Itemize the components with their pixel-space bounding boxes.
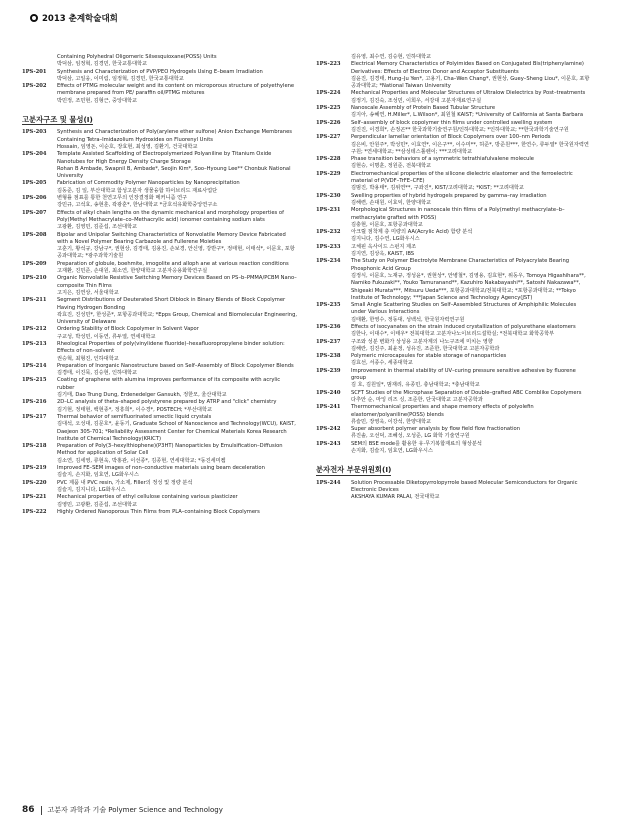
abstract-entry	[22, 210, 298, 232]
abstract-entry	[22, 363, 298, 378]
entry-code: 1PS-210	[22, 275, 47, 282]
entry-code: 1PS-236	[316, 323, 341, 330]
entry-authors: 김영민, 고광환, 김준섭, 조선대학교	[57, 501, 138, 508]
entry-title: Highly Ordered Nanoporous Thin Films from PLA–containing Block Copolymers	[57, 508, 260, 515]
section-heading: 고분자구조 및 물성(I)	[22, 115, 93, 125]
entry-authors: 구교성, 박성민, 이동연, 류두열, 연세대학교	[57, 333, 156, 340]
abstract-entry	[316, 207, 592, 229]
entry-title: Phase transition behaviors of a symmetric tetrathiafulvalene molecule	[351, 156, 534, 163]
abstract-entry	[316, 193, 592, 208]
entry-code: 1PS-237	[316, 338, 341, 345]
entry-code: 1PS-206	[22, 195, 47, 202]
page-header	[30, 12, 118, 24]
entry-authors: 김기현, 정태현, 백현종*, 정흥희*, 이수경*, POSTECH; *부산대학교	[57, 406, 212, 413]
entry-authors: 고지은, 김연상, 서울대학교	[57, 289, 119, 296]
entry-code: 1PS-226	[316, 119, 341, 126]
section-gap	[22, 105, 298, 112]
entry-title: Template Assisted Scaffolding of Electropolymerized Polyaniline by Titanium Oxide Nanotubes for High Energy Density Charge Storage	[57, 151, 272, 165]
entry-title: Rheological Properties of poly(vinylidene fluoride)–hexafluoropropylene binder solution: Effects of non–solvent	[57, 340, 285, 355]
entry-authors: 김 호, 김원일*, 범재리, 유종민, 충남대학교; *충남대학교	[351, 382, 480, 389]
entry-code: 1PS-234	[316, 258, 341, 265]
entry-code: 1PS-243	[316, 440, 341, 447]
abstract-entry	[316, 404, 592, 426]
conference-title: 2013 춘계학술대회	[42, 14, 118, 24]
entry-code: 1PS-214	[22, 362, 47, 369]
entry-authors: 김지아, 송혜연, H.Miller*, L.Wilson*, 최원철 KAIST; *University of California at Santa Barbara	[351, 112, 584, 119]
entry-authors: Rohan B Ambade, Swapnil B, Ambade*, Seojin Kim*, Soo–Hyoung Lee** Chonbuk National University	[57, 165, 291, 180]
entry-authors: 김유영, 최수연, 김승현, 인하대학교	[351, 54, 432, 60]
entry-authors: 김은비, 안원주*, 박성민*, 이효연*, 이은구**, 이수미**, 허준*, 방준원***, 한연수, 류두열* 한국원자력연구원; *연세대학교; **삼성테스톨렌이; ***고려대학교	[351, 141, 589, 155]
entry-title: Synthesis and Characterization of Poly(arylene ether sulfone) Anion Exchange Membranes Containing Tetra–Imidazolium Hydroxides on Fluorenyl Units	[57, 129, 293, 143]
abstract-entry	[22, 151, 298, 180]
entry-code: 1PS-216	[22, 399, 47, 406]
abstract-entry	[316, 171, 592, 193]
abstract-entry	[22, 509, 298, 516]
entry-code	[316, 54, 351, 61]
entry-title: Effects of alkyl chain lengths on the dynamic mechanical and morphology properties of Poly(Methyl Methacrylate–co–Methacrylic acid) ionomer containing sodium slats	[57, 209, 284, 223]
abstract-entry	[316, 134, 592, 156]
entry-code: 1PS-221	[22, 494, 47, 501]
entry-authors: 김지니다, 김수연, LG화우시스	[351, 236, 420, 243]
abstract-entry	[22, 195, 298, 210]
abstract-entry	[22, 180, 298, 195]
entry-title: SCFT Studies of the Microphase Separation of Double–grafted ABC Comblike Copolymers	[351, 389, 582, 396]
footer-divider	[41, 806, 42, 815]
abstract-entry	[22, 480, 298, 495]
entry-title: Effects of isocyanates on the strain induced crystallization of polyurethane elastomers	[351, 323, 576, 330]
entry-authors: 김현승, 이명훈, 정원준, 전북대학교	[351, 163, 432, 170]
entry-title: The Study on Polymer Electrolyte Membrane Characteristics of Polyacrylate Bearing Phosphonic Acid Group	[351, 258, 570, 272]
entry-code: 1PS-202	[22, 83, 47, 90]
entry-code: 1PS-220	[22, 479, 47, 486]
entry-authors: 고재환, 진민준, 손대원, 최소연, 한양대학교 고분자응용화학연구실	[57, 268, 208, 275]
entry-authors: 김윤진, 김경태, Hung–Ju Yen*, 고용기, Cha–Wen Chang*, 권현상, Guey–Sheng Liou*, 이문호, 포항공과대학교; *National Taiwan University	[351, 75, 590, 90]
abstract-entry	[316, 258, 592, 302]
entry-title: SEM의 BSE mode를 활용한 유·무기복합재료의 형상분석	[351, 440, 482, 447]
abstract-entry	[316, 54, 592, 61]
entry-title: Thermal behavior of semifluorinated smectic liquid crystals	[57, 413, 212, 420]
entry-authors: 강민규, 고석효, 송현훈, 곽광훈*, 한남대학교 *금호석유화학중앙연구소	[57, 202, 218, 209]
abstract-entry	[22, 443, 298, 465]
entry-authors: 곽효진, 진성민*, 한성준*, 포항공과대학교; *Epps Group, Chemical and Biomolecular Engineering, University of Delaware	[57, 311, 298, 326]
entry-authors: 손지화, 김슬지, 임효연, LG화우시스	[351, 448, 433, 455]
entry-title: Polymeric microcapsules for stable storage of nanoparticles	[351, 353, 507, 360]
abstract-entry	[22, 232, 298, 261]
entry-code: 1PS-212	[22, 326, 47, 333]
entry-title: Coating of graphene with alumina improves performance of its composite with acrylic rubber	[57, 377, 281, 391]
entry-authors: 권승혁, 최형진, 인하대학교	[57, 355, 119, 362]
entry-title: Electromechanical properties of the silicone dielectric elastomer and the ferroelectric material of P(VDF–TrFE–CFE)	[351, 170, 573, 185]
entry-code: 1PS-224	[316, 90, 341, 97]
entry-authors: 김해련, 손대원, 이효익, 한양대학교	[351, 199, 432, 206]
abstract-entry	[316, 156, 592, 171]
entry-title: Mechanical properties of ethyl cellulose containing various plasticizer	[57, 494, 238, 501]
page-footer	[22, 805, 223, 815]
entry-title: Fabrication of Commodity Polymer Nanoparticles by Nanoprecipitation	[57, 180, 240, 187]
entry-authors: 김한나, 이대수*, 이태우* 전북대학교 고분자나노이브리드설학실; *전북대학교 화학공학부	[351, 331, 555, 338]
entry-authors: 김정기, 김진숙, 조성민, 이희우, 서강대 고분자재료연구실	[351, 97, 482, 104]
entry-code: 1PS-217	[22, 413, 47, 420]
entry-code: 1PS-227	[316, 134, 341, 141]
entry-authors: 김태환, 한영수, 정동대, 성백석, 한국원자력연구원	[351, 316, 465, 323]
entry-title: 변형률 점표를 통한 천연고무의 인장결정화 메커니즘 연구	[57, 195, 188, 202]
entry-title: Preparation of Poly(3–hexylthiophene)(P3HT) Nanoparticles by Emulsification–Diffusion Method for application of Solar Cell	[57, 443, 283, 457]
abstract-entry	[22, 54, 298, 69]
abstract-entry	[316, 61, 592, 90]
entry-code: 1PS-215	[22, 377, 47, 384]
entry-title: PVC 제품 내 PVC resin, 가소제, Filler의 정성 및 정량 분석	[57, 479, 193, 486]
abstract-entry	[22, 399, 298, 414]
entry-code: 1PS-222	[22, 508, 47, 515]
entry-title: Preparation of Inorganic Nanostructure based on Self–Assembly of Block Copolymer Blends	[57, 362, 294, 369]
entry-authors: 고광환, 김영민, 김준섭, 조선대학교	[57, 224, 138, 231]
entry-code: 1PS-232	[316, 229, 341, 236]
entry-title: Effects of PTMG molecular weight and its content on microporous structure of polyethylene membrane prepared from PE/ paraffin oil/PTMG mixtures	[57, 83, 295, 97]
entry-title: Ordering Stability of Block Copolymer in Solvent Vapor	[57, 326, 199, 333]
entry-title: Improvement in thermal stability of UV–curing pressure sensitive adhesive by fluorene group	[351, 367, 576, 382]
abstract-entry	[22, 83, 298, 105]
entry-code: 1PS-239	[316, 367, 341, 374]
abstract-entry	[316, 353, 592, 368]
abstract-entry	[22, 261, 298, 276]
entry-code: 1PS-241	[316, 404, 341, 411]
abstract-entry	[316, 302, 592, 324]
entry-title: 고체핀 옥사이드 스펀지 제조	[351, 243, 417, 250]
abstract-entry	[22, 69, 298, 84]
entry-authors: 김슬지, 김지니다, LG화우시스	[57, 486, 126, 493]
entry-title: Containing Polyhedral Oligomeric Silsesquioxane(POSS) Units	[57, 54, 217, 60]
entry-title: Improved FE–SEM images of non–conductive materials using beam deceleration	[57, 465, 265, 472]
entry-authors: AKSHAYA KUMAR PALAI, 전국대학교	[351, 494, 440, 501]
entry-code: 1PS-211	[22, 297, 47, 304]
entry-authors: 김범진, 박용태*, 김위연**, 구좌진*, KIST/고려대학교; *KIST; **고려대학교	[351, 185, 524, 192]
abstract-entry	[316, 324, 592, 339]
entry-authors: 박덕삼, 임정혁, 김경민, 한국교통대학교	[57, 61, 148, 68]
entry-title: Swelling properties of hybrid hydrogels prepared by gamma–ray irradiation	[351, 192, 547, 199]
abstract-entry	[316, 105, 592, 120]
entry-code: 1PS-229	[316, 170, 341, 177]
entry-title: 구조와 성분 변화가 상성용 고분자계의 나노구조에 미치는 영향	[351, 338, 493, 345]
entry-code: 1PS-238	[316, 353, 341, 360]
entry-code	[22, 54, 57, 69]
abstract-entry	[316, 390, 592, 405]
abstract-entry	[22, 297, 298, 326]
section-gap	[316, 455, 592, 462]
entry-code: 1PS-240	[316, 389, 341, 396]
abstract-entry	[316, 441, 592, 456]
entry-title: Solution Processable Diketopyrrolopyrrole based Molecular Semiconductors for Organic Electronic Devices	[351, 479, 578, 493]
bullet-circle-icon	[30, 14, 38, 22]
entry-authors: 류진솔, 오선덕, 조혜성, 오성준, LG 화학 기술연구원	[351, 433, 470, 440]
page-number: 86	[22, 805, 35, 815]
entry-authors: 김지연, 김상옥, KAIST, IBS	[351, 251, 415, 258]
section-heading: 분자전자 부문위원회(I)	[316, 465, 392, 475]
entry-title: Small Angle Scattering Studies on Self–Assembled Structures of Amphiphilic Molecules under Various Interactions	[351, 302, 577, 316]
abstract-entry	[316, 90, 592, 105]
right-column	[316, 54, 592, 502]
entry-code: 1PS-209	[22, 260, 47, 267]
entry-code: 1PS-228	[316, 156, 341, 163]
entry-code: 1PS-242	[316, 426, 341, 433]
entry-code: 1PS-207	[22, 209, 47, 216]
entry-authors: 박덕삼, 고일웅, 이미림, 임정혁, 김경민, 한국교통대학교	[57, 75, 184, 82]
entry-code: 1PS-213	[22, 340, 47, 347]
entry-code: 1PS-244	[316, 479, 341, 486]
entry-title: Mechanical Properties and Molecular Structures of Ultralow Dielectrics by Post–treatments	[351, 90, 586, 97]
entry-authors: 고훈기, 황석규, 강남구*, 권현상, 김경태, 김용진, 손보경, 안신영, 강반구*, 정태현, 이태석*, 이문호, 포항공과대학교; *광주과학기술원	[57, 246, 295, 260]
entry-code: 1PS-205	[22, 180, 47, 187]
entry-code: 1PS-233	[316, 243, 341, 250]
abstract-entry	[22, 326, 298, 341]
entry-title: Preparation of globule, boehmite, imogolite and alloph ane at various reaction conditions	[57, 260, 289, 267]
abstract-entry	[316, 244, 592, 259]
entry-code: 1PS-219	[22, 465, 47, 472]
entry-authors: 김해란, 김진주, 최윤정, 성유진, 조준한, 한국대학교 고분자공학과	[351, 345, 500, 352]
entry-code: 1PS-223	[316, 61, 341, 68]
entry-code: 1PS-231	[316, 207, 341, 214]
abstract-entry	[316, 229, 592, 244]
entry-code: 1PS-235	[316, 302, 341, 309]
entry-authors: 김대석, 오성대, 김문호*, 윤동기, Graduate School of Nanoscience and Technology(WCU), KAIST, Daejeon 305-701; *Reliability Assessment Center for Chemical Materials Korea Research Institute of Chemical Technology(KRICT)	[57, 421, 296, 442]
entry-title: Synthesis and Characterization of PVP/PEO Hydrogels Using E–beam Irradiation	[57, 68, 263, 75]
entry-code: 1PS-230	[316, 192, 341, 199]
entry-authors: Hossain, 임영돈, 이순호, 장효현, 최성영, 김환기, 건국대학교	[57, 143, 198, 150]
abstract-entry	[22, 494, 298, 509]
entry-authors: 김진진, 이경희*, 손정곤** 한국과학기술연구원/인하대학교; *인하대학교; **한국과학기술연구원	[351, 126, 569, 133]
abstract-entry	[22, 465, 298, 480]
entry-code: 1PS-201	[22, 68, 47, 75]
entry-title: Morphological Structures in nanoscale thin films of a Poly(methyl methacrylate–b–methacrylate grafted with POSS)	[351, 207, 565, 221]
entry-title: 아크릴 점착제 층 미량의 AA(Acrylic Acid) 함량 분석	[351, 229, 473, 236]
entry-title: Self–assembly of block copolymer thin films under controlled swelling system	[351, 119, 553, 126]
abstract-entry	[22, 377, 298, 399]
entry-authors: 김슬지, 손지화, 임효연, LG화우시스	[57, 472, 139, 479]
entry-authors: 박민정, 조민현, 김형근, 중앙대학교	[57, 97, 138, 104]
abstract-entry	[316, 480, 592, 502]
entry-authors: 김소연, 김세영, 류현욱, 박홍관, 이선종*, 김종현, 연세대학교; *동진세미켐	[57, 457, 226, 464]
entry-authors: 김정식, 이문호, 노재규, 정성윤*, 권현상*, 안병철*, 김영용, 김효현*, 위동우, Tomoya Higashihara**, Namiko Fukuzaki**, Youko Tamuranand**, Kazuhiro Nakabayashi**, Satoshi Nakazawa**, Shigeaki Murata***, Mitsuru Ueda***, 포항공과대학교/전북대학교; *포항공과대학교; **Tokyo Institute of Technology; ***Japan Science and Technology Agency(JST)	[351, 272, 586, 301]
entry-title: Segment Distributions of Deuterated Short Diblock in Binary Blends of Block Copolymer Having Hydrogen Bonding	[57, 297, 286, 311]
entry-title: Super absorbent polymer analysis by flow field flow fractionation	[351, 426, 521, 433]
left-column	[22, 54, 298, 516]
entry-code: 1PS-208	[22, 231, 47, 238]
abstract-entry	[22, 414, 298, 443]
entry-authors: 김경태, 이진묵, 김승현, 인하대학교	[57, 370, 138, 377]
entry-authors: 김효선, 서종수, 세종대학교	[351, 360, 413, 367]
entry-title: 2D–LC analysis of theta–shaped polystyrene prepared by ATRP and "click" chemistry	[57, 399, 277, 406]
entry-authors: 류슬민, 장영욱, 이강석, 한양대학교	[351, 418, 432, 425]
abstract-entry	[316, 368, 592, 390]
abstract-entry	[22, 129, 298, 151]
abstract-entry	[316, 339, 592, 354]
abstract-entry	[316, 426, 592, 441]
entry-code: 1PS-225	[316, 105, 341, 112]
entry-code: 1PS-204	[22, 151, 47, 158]
entry-authors: 김기태, Dao Trung Dung, Erdenedelger Gansukh, 정한모, 울산대학교	[57, 392, 227, 399]
entry-title: Nanoscale Assembly of Protein Based Tubular Structure	[351, 105, 496, 112]
entry-title: Organic Nonvolatile Resistive Switching Memory Devices Based on PS–b–PMMA/PCBM Nano–composite Thin Films	[57, 275, 297, 289]
entry-title: Electrical Memory Characteristics of Polyimides Based on Conjugated Bis(triphenylamine) Derivatives: Effects of Electron Donor and Acceptor Substituents	[351, 61, 584, 75]
entry-authors: 다추안 순, 마잉 리즈 싱, 조준한, 단국대학교 고분자공학과	[351, 396, 483, 403]
entry-authors: 김동준, 김 일, 부산대학교 함성고분자 생물융합 하이브리드 재료사업단	[57, 187, 218, 194]
abstract-entry	[22, 341, 298, 363]
entry-authors: 김충현, 이문호, 포항공과대학교	[351, 221, 423, 228]
entry-title: Bipolar and Unipolar Switching Characteristics of Nonvolatile Memory Device Fabricated with a Novel Polymer Bearing Carbazole and Fullerene Moieties	[57, 231, 286, 245]
entry-title: Perpendicular lamellar orientation of Block Copolymers over 100–nm Periods	[351, 134, 551, 141]
entry-title: Thermomechanical properties and shape memory effects of polyolefin elastomer/polyaniline(POSS) blends	[351, 404, 534, 418]
entry-code: 1PS-218	[22, 443, 47, 450]
journal-name: 고분자 과학과 기술 Polymer Science and Technology	[47, 806, 223, 814]
entry-code: 1PS-203	[22, 129, 47, 136]
abstract-entry	[22, 275, 298, 297]
abstract-entry	[316, 120, 592, 135]
